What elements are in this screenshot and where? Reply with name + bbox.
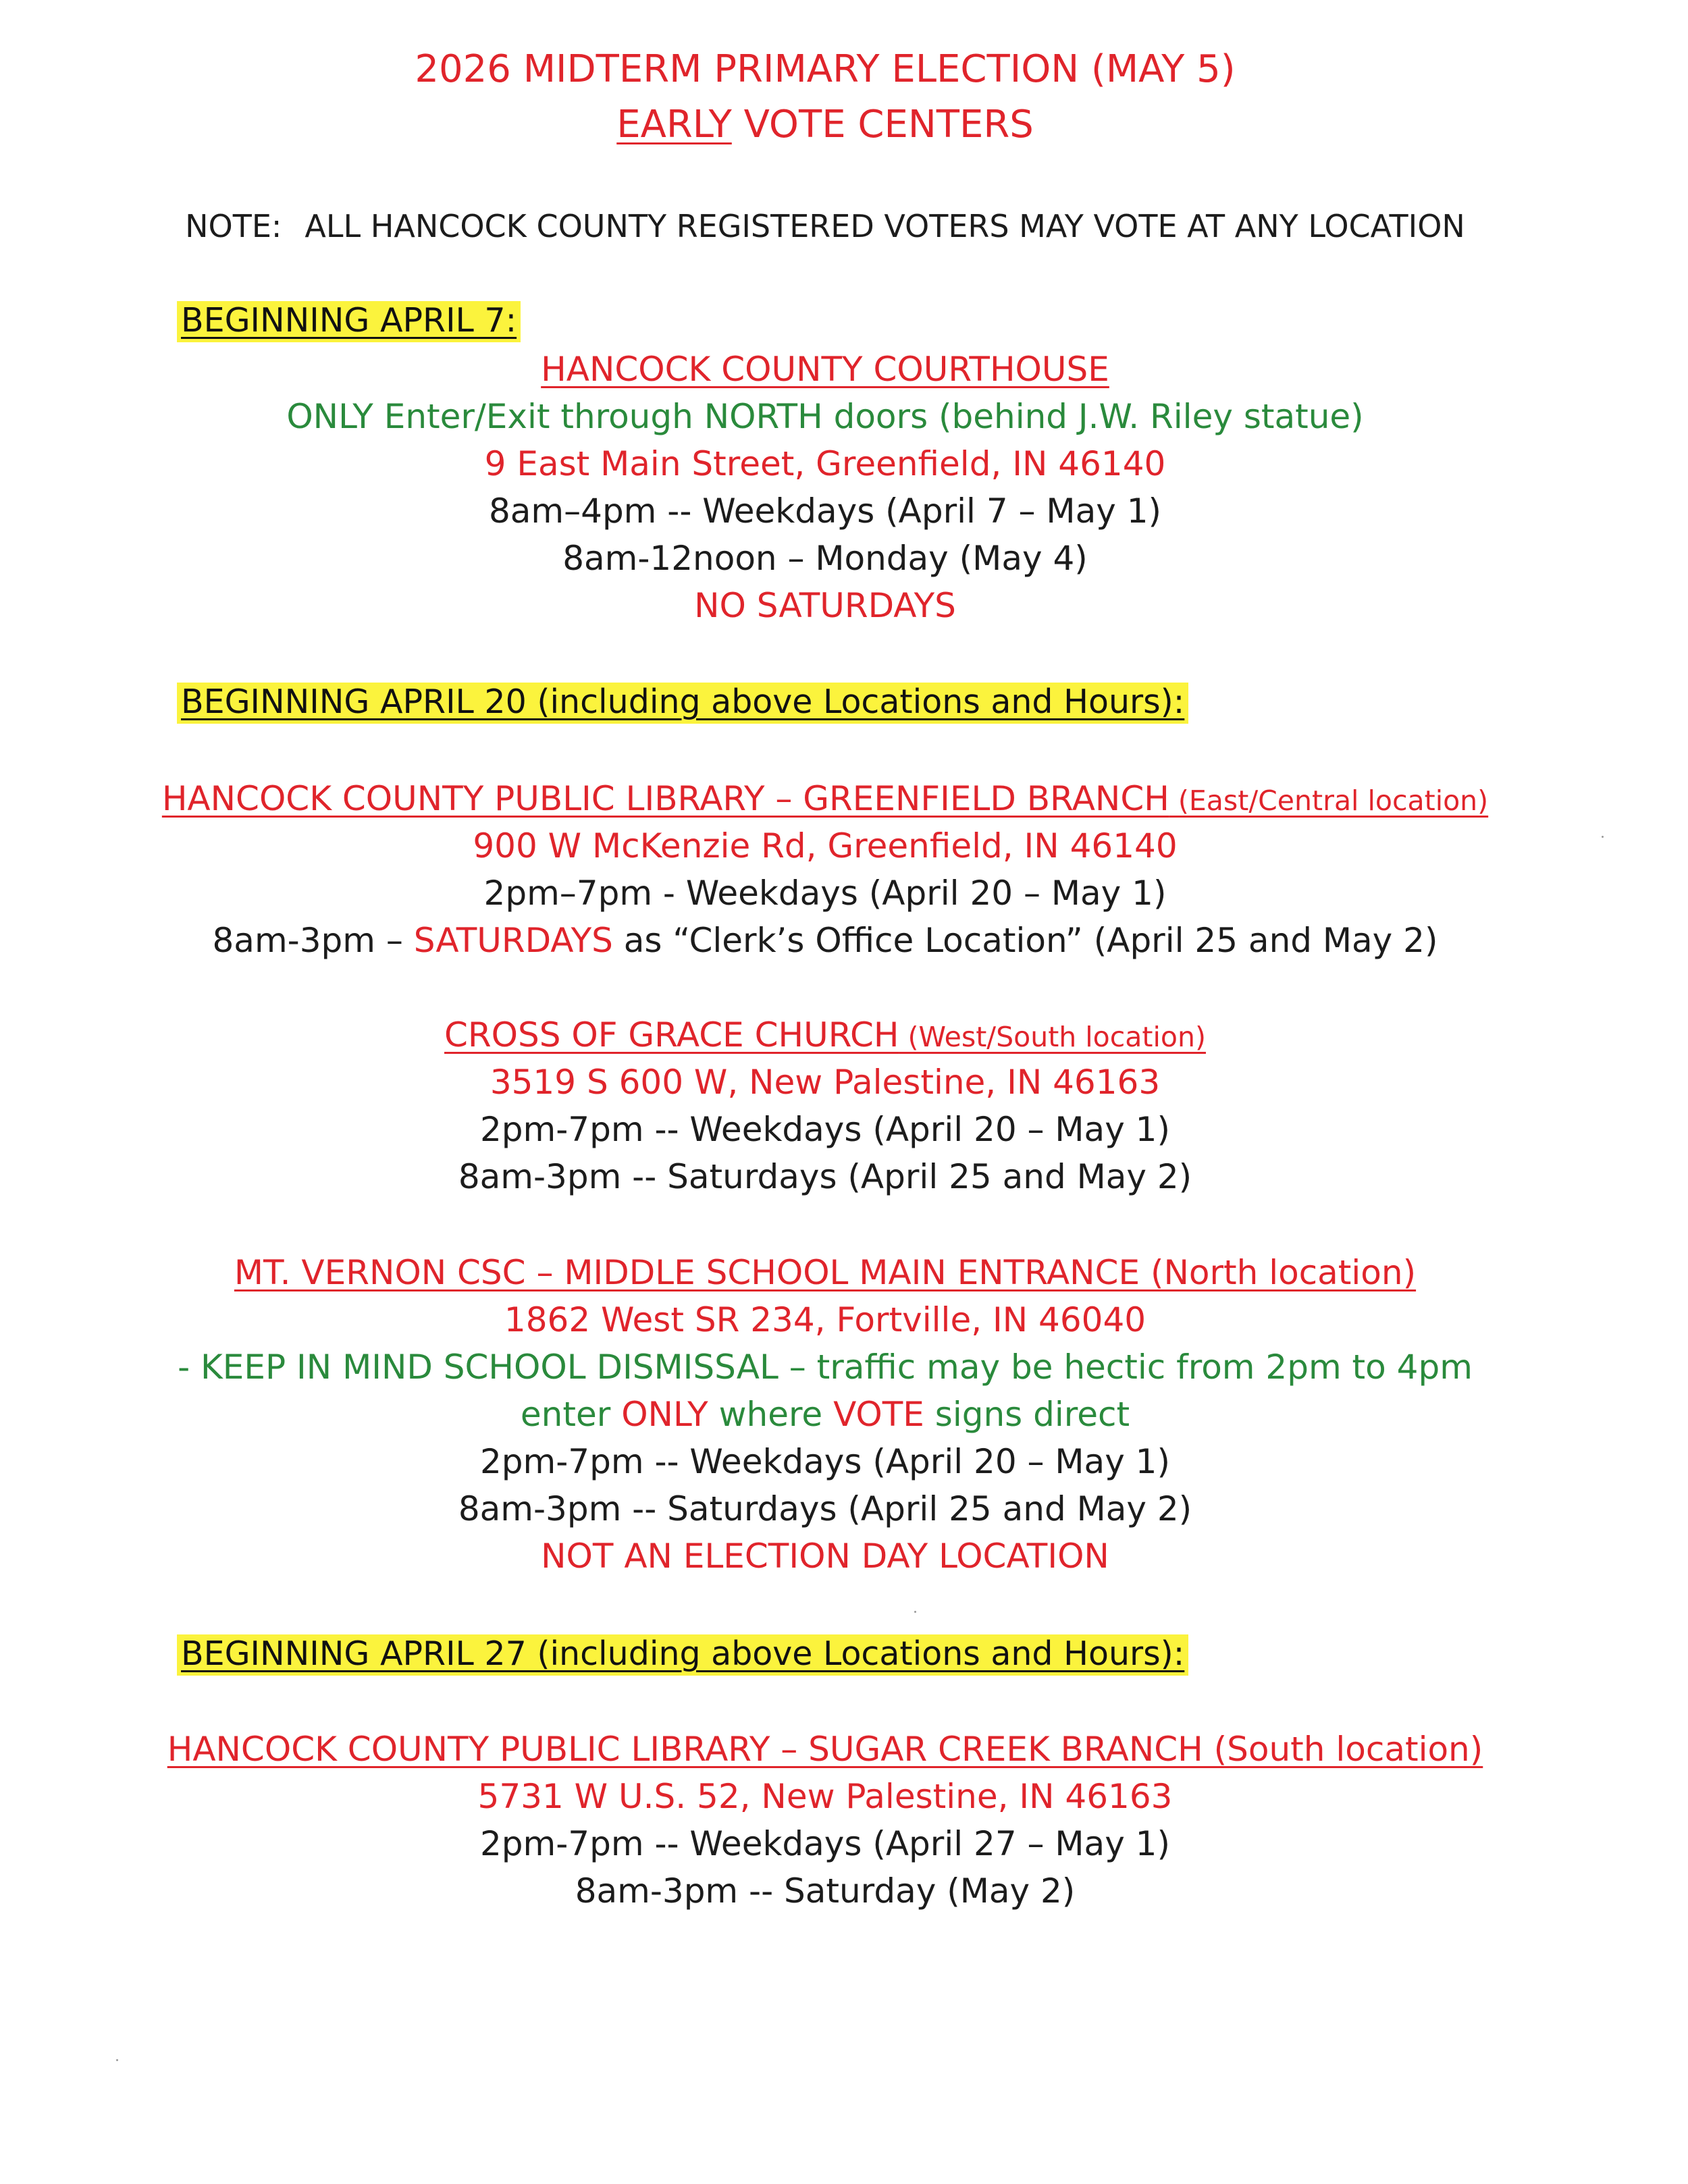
document-title-line2 <box>0 101 1650 149</box>
note-label: NOTE: <box>185 208 282 244</box>
location-tag-west-south: (West/South location) <box>899 1021 1206 1053</box>
location-name-mt-vernon: MT. VERNON CSC – MIDDLE SCHOOL MAIN ENTRANCE (North location) <box>234 1253 1417 1292</box>
location-name-cross-of-grace: CROSS OF GRACE CHURCH (West/South location) <box>444 1015 1206 1055</box>
location-address-courthouse: 9 East Main Street, Greenfield, IN 46140 <box>484 444 1166 483</box>
scan-speck <box>914 1611 916 1613</box>
section-heading-april-27: BEGINNING APRIL 27 (including above Locations and Hours): <box>177 1632 1188 1676</box>
scan-speck <box>116 2059 118 2061</box>
location-name-sugar-creek-library: HANCOCK COUNTY PUBLIC LIBRARY – SUGAR CREEK BRANCH (South location) <box>167 1730 1483 1769</box>
location-address-greenfield-library: 900 W McKenzie Rd, Greenfield, IN 46140 <box>473 826 1178 865</box>
location-hours-mt-vernon-saturdays: 8am-3pm -- Saturdays (April 25 and May 2) <box>458 1489 1192 1528</box>
location-direction-vote-signs: enter ONLY where VOTE signs direct <box>520 1395 1130 1434</box>
location-hours-cross-saturdays: 8am-3pm -- Saturdays (April 25 and May 2) <box>458 1157 1192 1196</box>
location-address-cross-of-grace: 3519 S 600 W, New Palestine, IN 46163 <box>490 1063 1161 1102</box>
saturdays-highlight: SATURDAYS <box>413 921 613 960</box>
location-address-sugar-creek: 5731 W U.S. 52, New Palestine, IN 46163 <box>477 1777 1173 1816</box>
title-early-word: EARLY <box>616 103 732 147</box>
location-note-no-saturdays: NO SATURDAYS <box>694 586 956 625</box>
location-hours-sugar-creek-weekdays: 2pm-7pm -- Weekdays (April 27 – May 1) <box>480 1824 1170 1863</box>
location-tag-east-central: (East/Central location) <box>1169 784 1489 817</box>
location-hours-cross-weekdays: 2pm-7pm -- Weekdays (April 20 – May 1) <box>480 1110 1170 1149</box>
location-name-courthouse: HANCOCK COUNTY COURTHOUSE <box>541 350 1109 389</box>
scan-speck <box>1602 836 1604 838</box>
location-instruction-courthouse: ONLY Enter/Exit through NORTH doors (behind J.W. Riley statue) <box>286 397 1364 436</box>
title-vote-centers: VOTE CENTERS <box>731 103 1034 147</box>
note-text: ALL HANCOCK COUNTY REGISTERED VOTERS MAY VOTE AT ANY LOCATION <box>305 208 1465 244</box>
location-hours-courthouse-monday: 8am-12noon – Monday (May 4) <box>562 539 1088 578</box>
note-line <box>0 203 1650 250</box>
location-warning-school-dismissal: - KEEP IN MIND SCHOOL DISMISSAL – traffic may be hectic from 2pm to 4pm <box>178 1348 1473 1387</box>
location-hours-greenfield-weekdays: 2pm–7pm - Weekdays (April 20 – May 1) <box>483 874 1167 913</box>
section-heading-april-7: BEGINNING APRIL 7: <box>177 299 521 342</box>
location-hours-greenfield-saturdays: 8am-3pm – SATURDAYS as “Clerk’s Office Location” (April 25 and May 2) <box>212 921 1438 960</box>
location-hours-mt-vernon-weekdays: 2pm-7pm -- Weekdays (April 20 – May 1) <box>480 1442 1170 1481</box>
location-note-not-election-day: NOT AN ELECTION DAY LOCATION <box>541 1537 1109 1576</box>
section-heading-april-20: BEGINNING APRIL 20 (including above Locations and Hours): <box>177 681 1188 724</box>
location-name-greenfield-library: HANCOCK COUNTY PUBLIC LIBRARY – GREENFIELD BRANCH (East/Central location) <box>161 779 1489 818</box>
location-hours-sugar-creek-saturday: 8am-3pm -- Saturday (May 2) <box>575 1871 1076 1911</box>
location-address-mt-vernon: 1862 West SR 234, Fortville, IN 46040 <box>504 1300 1146 1339</box>
location-hours-courthouse-weekdays: 8am–4pm -- Weekdays (April 7 – May 1) <box>488 491 1162 531</box>
document-title-line1: 2026 MIDTERM PRIMARY ELECTION (MAY 5) <box>415 47 1236 91</box>
